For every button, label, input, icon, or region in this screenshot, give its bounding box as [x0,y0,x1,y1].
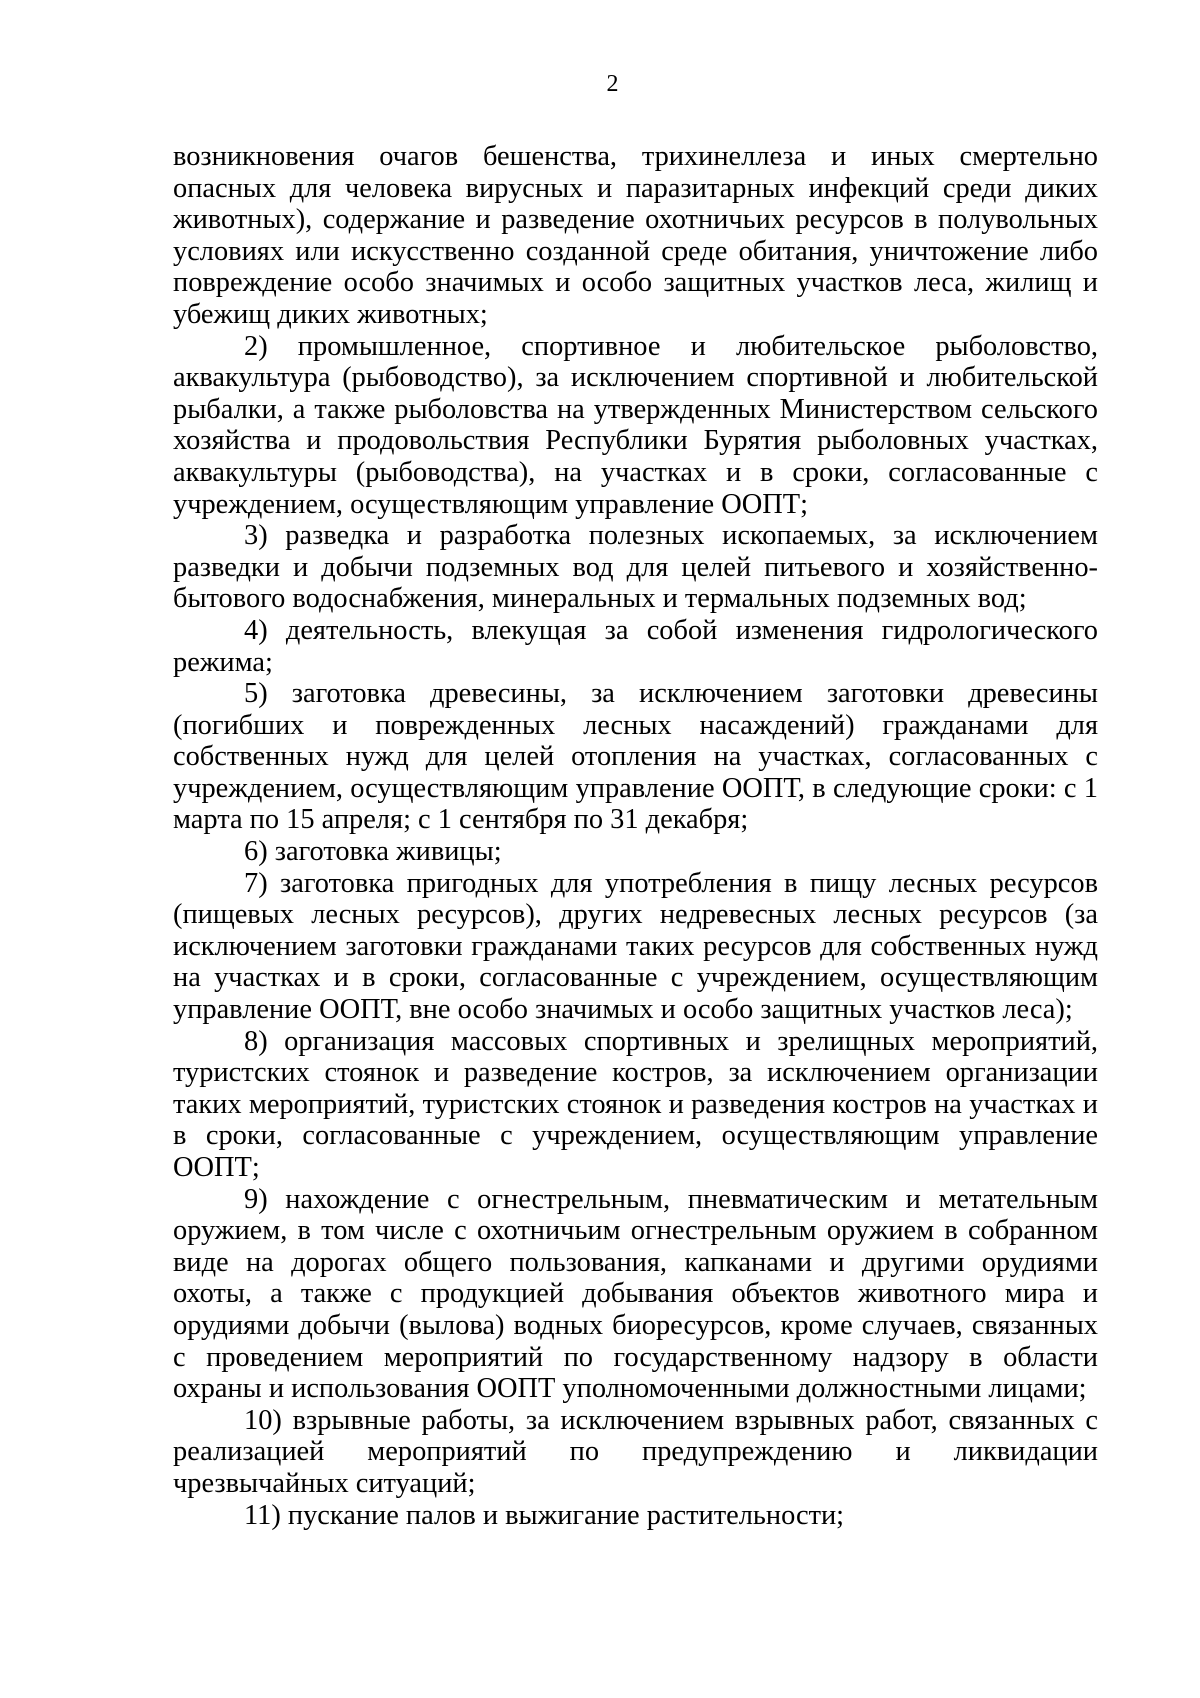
list-item-9-weapons: 9) нахождение с огнестрельным, пневматическим и метательным оружием, в том числе с охотничьим огнестрельным оружием в собранном виде на дорогах общего пользования, капканами и другими орудиями охоты, а также с продукцией добывания объектов животного мира и орудиями добычи (вылова) водных биоресурсов, кроме случаев, связанных с проведением мероприятий по государственному надзору в области охраны и использования ООПТ уполномоченными должностными лицами; [173,1183,1098,1405]
list-item-6-resin: 6) заготовка живицы; [244,836,502,868]
list-item-11-burning: 11) пускание палов и выжигание растительности; [244,1499,845,1531]
document-body [173,141,1098,1531]
list-item-4-hydrology: 4) деятельность, влекущая за собой изменения гидрологического режима; [173,614,1098,678]
list-item-3-mining: 3) разведка и разработка полезных ископаемых, за исключением разведки и добычи подземных вод для целей питьевого и хозяйственно-бытового водоснабжения, минеральных и термальных подземных вод; [173,520,1098,615]
page-number: 2 [606,71,619,97]
paragraph-continuation: возникновения очагов бешенства, трихинеллеза и иных смертельно опасных для человека вирусных и паразитарных инфекций среди диких животных), содержание и разведение охотничьих ресурсов в полувольных условиях или искусственно созданной среде обитания, уничтожение либо повреждение особо значимых и особо защитных участков леса, жилищ и убежищ диких животных; [173,141,1098,330]
list-item-5-timber: 5) заготовка древесины, за исключением заготовки древесины (погибших и поврежденных лесных насаждений) гражданами для собственных нужд для целей отопления на участках, согласованных с учреждением, осуществляющим управление ООПТ, в следующие сроки: с 1 марта по 15 апреля; с 1 сентября по 31 декабря; [173,678,1098,836]
list-item-10-blasting: 10) взрывные работы, за исключением взрывных работ, связанных с реализацией мероприятий по предупреждению и ликвидации чрезвычайных ситуаций; [173,1404,1098,1499]
list-item-7-forest-resources: 7) заготовка пригодных для употребления в пищу лесных ресурсов (пищевых лесных ресурсов), других недревесных лесных ресурсов (за исключением заготовки гражданами таких ресурсов для собственных нужд на участках и в сроки, согласованные с учреждением, осуществляющим управление ООПТ, вне особо значимых и особо защитных участков леса); [173,867,1098,1026]
list-item-2-fishing: 2) промышленное, спортивное и любительское рыболовство, аквакультура (рыбоводство), за исключением спортивной и любительской рыбалки, а также рыболовства на утвержденных Министерством сельского хозяйства и продовольствия Республики Бурятия рыболовных участках, аквакультуры (рыбоводства), на участках и в сроки, согласованные с учреждением, осуществляющим управление ООПТ; [173,330,1098,520]
list-item-8-events: 8) организация массовых спортивных и зрелищных мероприятий, туристских стоянок и разведение костров, за исключением организации таких мероприятий, туристских стоянок и разведения костров на участках и в сроки, согласованные с учреждением, осуществляющим управление ООПТ; [173,1025,1098,1183]
